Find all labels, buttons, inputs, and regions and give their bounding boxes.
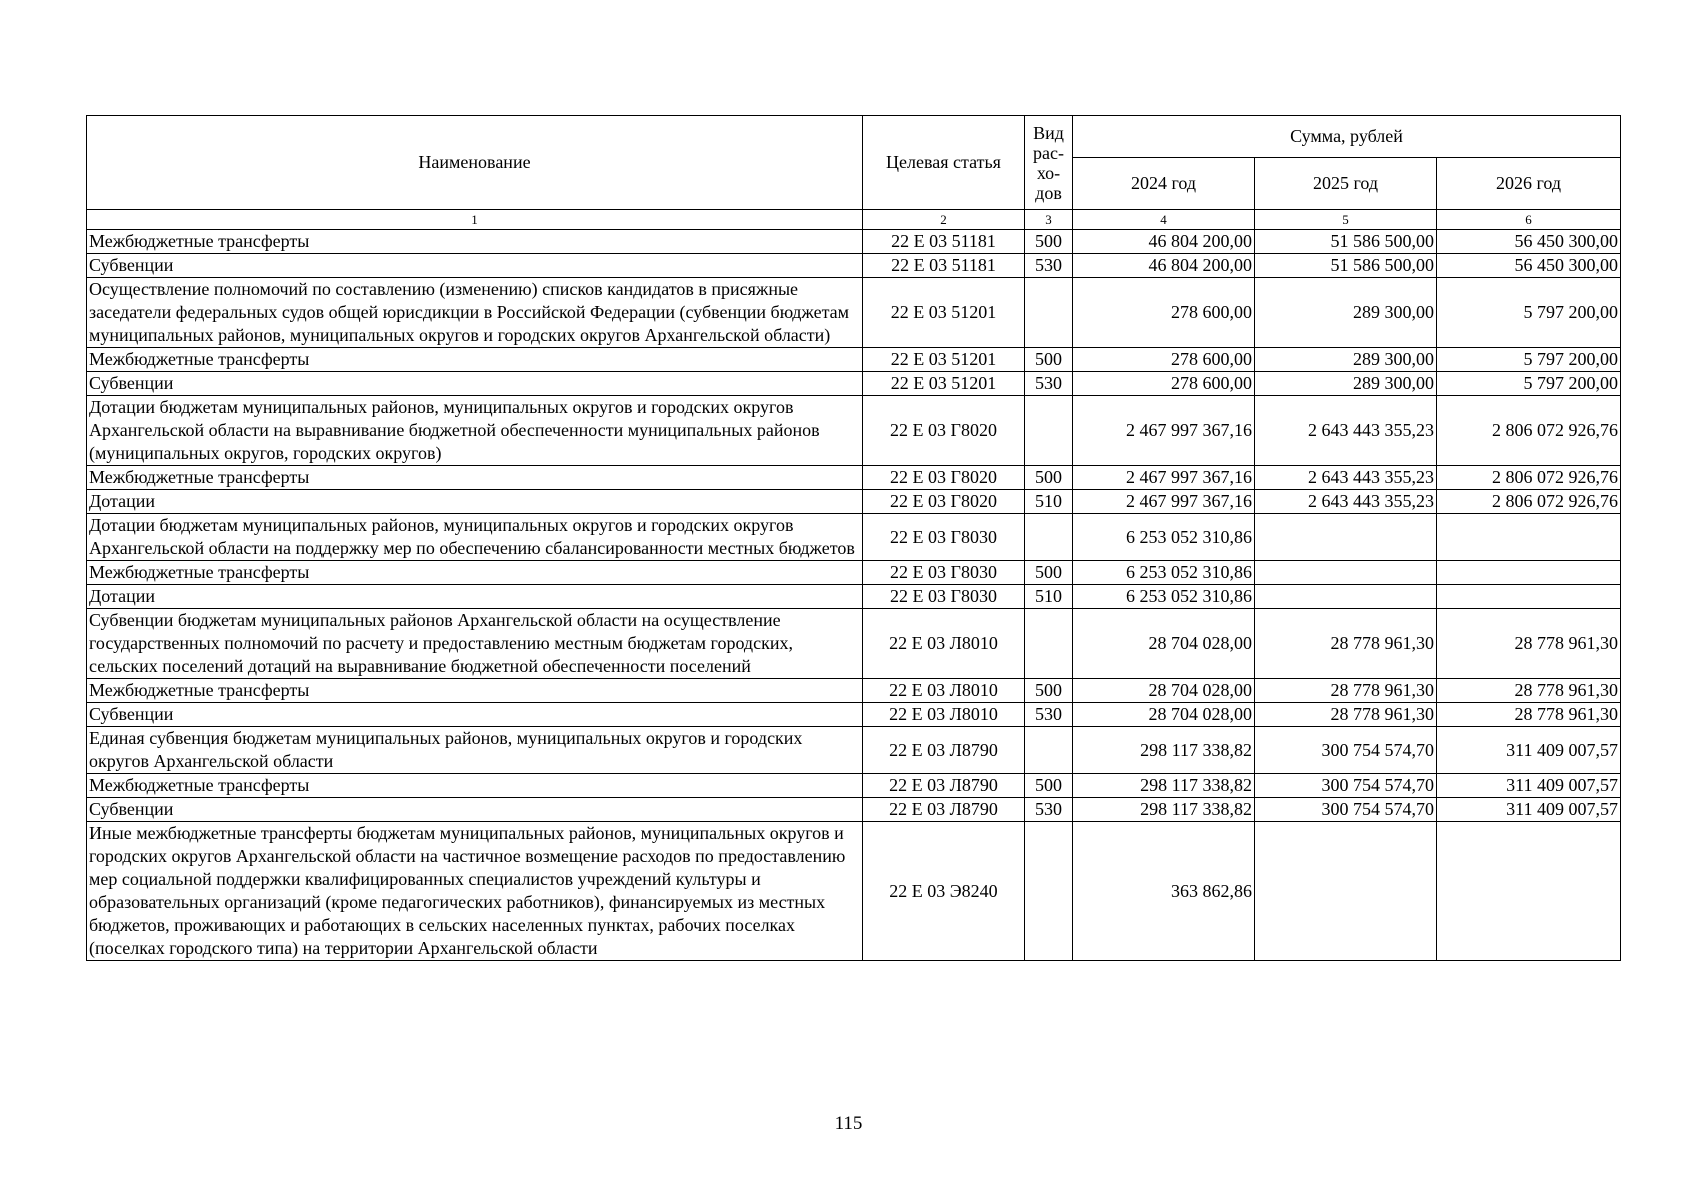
cell-name: Межбюджетные трансферты [87, 679, 863, 703]
cell-amount-2024: 278 600,00 [1073, 348, 1255, 372]
cell-name: Субвенции бюджетам муниципальных районов Архангельской области на осуществление государственных полномочий по расчету и предоставлению местным бюджетам городских, сельских поселений дотаций на выравнивание бюджетной обеспеченности поселений [87, 609, 863, 679]
table-row [87, 278, 1621, 348]
column-index: 5 [1255, 210, 1437, 230]
table-row [87, 396, 1621, 466]
header-year-2026: 2026 год [1437, 158, 1621, 210]
cell-expense-type: 500 [1025, 561, 1073, 585]
cell-amount-2024: 2 467 997 367,16 [1073, 490, 1255, 514]
table-row [87, 679, 1621, 703]
cell-name: Дотации [87, 585, 863, 609]
cell-amount-2024: 278 600,00 [1073, 278, 1255, 348]
header-target-article: Целевая статья [863, 116, 1025, 210]
cell-expense-type: 500 [1025, 348, 1073, 372]
cell-target-article: 22 Е 03 Г8030 [863, 561, 1025, 585]
cell-amount-2025 [1255, 822, 1437, 961]
cell-amount-2025 [1255, 561, 1437, 585]
column-index: 6 [1437, 210, 1621, 230]
cell-amount-2026 [1437, 585, 1621, 609]
cell-amount-2025: 300 754 574,70 [1255, 774, 1437, 798]
header-year-2024: 2024 год [1073, 158, 1255, 210]
cell-amount-2025: 28 778 961,30 [1255, 703, 1437, 727]
cell-amount-2025: 300 754 574,70 [1255, 798, 1437, 822]
cell-target-article: 22 Е 03 51181 [863, 230, 1025, 254]
cell-amount-2024: 46 804 200,00 [1073, 254, 1255, 278]
column-index: 1 [87, 210, 863, 230]
cell-amount-2026: 5 797 200,00 [1437, 348, 1621, 372]
cell-amount-2026: 28 778 961,30 [1437, 679, 1621, 703]
cell-amount-2025: 2 643 443 355,23 [1255, 490, 1437, 514]
cell-name: Единая субвенция бюджетам муниципальных районов, муниципальных округов и городских округов Архангельской области [87, 727, 863, 774]
cell-amount-2026: 2 806 072 926,76 [1437, 466, 1621, 490]
cell-name: Иные межбюджетные трансферты бюджетам муниципальных районов, муниципальных округов и городских округов Архангельской области на частичное возмещение расходов по предоставлению мер социальной поддержки квалифицированных специалистов учреждений культуры и образовательных организаций (кроме педагогических работников), финансируемых из местных бюджетов, проживающих и работающих в сельских населенных пунктах, рабочих поселках (поселках городского типа) на территории Архангельской области [87, 822, 863, 961]
cell-expense-type [1025, 278, 1073, 348]
column-index: 3 [1025, 210, 1073, 230]
cell-target-article: 22 Е 03 Г8030 [863, 514, 1025, 561]
budget-table [86, 115, 1621, 961]
cell-amount-2026: 311 409 007,57 [1437, 798, 1621, 822]
table-row [87, 822, 1621, 961]
cell-name: Дотации бюджетам муниципальных районов, муниципальных округов и городских округов Архангельской области на выравнивание бюджетной обеспеченности муниципальных районов (муниципальных округов, городских округов) [87, 396, 863, 466]
cell-amount-2026: 56 450 300,00 [1437, 254, 1621, 278]
cell-amount-2025: 51 586 500,00 [1255, 254, 1437, 278]
cell-target-article: 22 Е 03 Л8010 [863, 679, 1025, 703]
cell-target-article: 22 Е 03 Л8790 [863, 727, 1025, 774]
table-row [87, 609, 1621, 679]
cell-name: Субвенции [87, 372, 863, 396]
cell-amount-2025 [1255, 585, 1437, 609]
cell-amount-2026 [1437, 822, 1621, 961]
table-row [87, 230, 1621, 254]
cell-amount-2025: 2 643 443 355,23 [1255, 466, 1437, 490]
cell-name: Межбюджетные трансферты [87, 774, 863, 798]
cell-target-article: 22 Е 03 Г8020 [863, 466, 1025, 490]
table-row [87, 703, 1621, 727]
cell-name: Осуществление полномочий по составлению (изменению) списков кандидатов в присяжные заседатели федеральных судов общей юрисдикции в Российской Федерации (субвенции бюджетам муниципальных районов, муниципальных округов и городских округов Архангельской области) [87, 278, 863, 348]
cell-amount-2026: 56 450 300,00 [1437, 230, 1621, 254]
cell-name: Межбюджетные трансферты [87, 561, 863, 585]
table-row [87, 727, 1621, 774]
column-index: 4 [1073, 210, 1255, 230]
cell-target-article: 22 Е 03 Л8790 [863, 798, 1025, 822]
header-expense-type: Вид рас-хо-дов [1025, 116, 1073, 210]
cell-amount-2025: 28 778 961,30 [1255, 679, 1437, 703]
cell-expense-type: 500 [1025, 230, 1073, 254]
table-body [87, 230, 1621, 961]
cell-expense-type [1025, 514, 1073, 561]
table-row [87, 254, 1621, 278]
cell-expense-type: 530 [1025, 798, 1073, 822]
cell-name: Субвенции [87, 703, 863, 727]
cell-amount-2026: 5 797 200,00 [1437, 278, 1621, 348]
cell-amount-2025 [1255, 514, 1437, 561]
cell-amount-2024: 298 117 338,82 [1073, 727, 1255, 774]
cell-expense-type: 530 [1025, 372, 1073, 396]
cell-expense-type: 510 [1025, 490, 1073, 514]
table-header [87, 116, 1621, 230]
cell-amount-2024: 28 704 028,00 [1073, 609, 1255, 679]
cell-target-article: 22 Е 03 Л8790 [863, 774, 1025, 798]
table-row [87, 585, 1621, 609]
cell-target-article: 22 Е 03 Л8010 [863, 703, 1025, 727]
cell-expense-type [1025, 609, 1073, 679]
cell-amount-2025: 289 300,00 [1255, 372, 1437, 396]
cell-amount-2025: 289 300,00 [1255, 348, 1437, 372]
cell-amount-2026 [1437, 561, 1621, 585]
cell-name: Межбюджетные трансферты [87, 466, 863, 490]
cell-target-article: 22 Е 03 51201 [863, 348, 1025, 372]
table-row [87, 561, 1621, 585]
cell-amount-2024: 46 804 200,00 [1073, 230, 1255, 254]
table-row [87, 798, 1621, 822]
cell-name: Дотации [87, 490, 863, 514]
cell-target-article: 22 Е 03 Г8020 [863, 490, 1025, 514]
cell-name: Межбюджетные трансферты [87, 230, 863, 254]
page-number: 115 [834, 1113, 863, 1134]
cell-expense-type: 500 [1025, 466, 1073, 490]
table-row [87, 466, 1621, 490]
cell-target-article: 22 Е 03 Л8010 [863, 609, 1025, 679]
cell-name: Дотации бюджетам муниципальных районов, муниципальных округов и городских округов Архангельской области на поддержку мер по обеспечению сбалансированности местных бюджетов [87, 514, 863, 561]
cell-expense-type [1025, 727, 1073, 774]
cell-target-article: 22 Е 03 Г8020 [863, 396, 1025, 466]
cell-expense-type: 530 [1025, 254, 1073, 278]
cell-amount-2025: 51 586 500,00 [1255, 230, 1437, 254]
cell-amount-2024: 6 253 052 310,86 [1073, 514, 1255, 561]
cell-amount-2024: 2 467 997 367,16 [1073, 466, 1255, 490]
cell-expense-type: 500 [1025, 774, 1073, 798]
cell-amount-2026: 2 806 072 926,76 [1437, 396, 1621, 466]
table-row [87, 348, 1621, 372]
cell-amount-2024: 6 253 052 310,86 [1073, 585, 1255, 609]
cell-amount-2026: 28 778 961,30 [1437, 703, 1621, 727]
cell-amount-2026: 5 797 200,00 [1437, 372, 1621, 396]
cell-amount-2026 [1437, 514, 1621, 561]
table-row [87, 774, 1621, 798]
header-name: Наименование [87, 116, 863, 210]
cell-amount-2025: 289 300,00 [1255, 278, 1437, 348]
cell-expense-type: 530 [1025, 703, 1073, 727]
cell-expense-type [1025, 396, 1073, 466]
cell-amount-2024: 278 600,00 [1073, 372, 1255, 396]
column-index: 2 [863, 210, 1025, 230]
cell-target-article: 22 Е 03 51201 [863, 278, 1025, 348]
cell-amount-2024: 28 704 028,00 [1073, 679, 1255, 703]
cell-amount-2024: 298 117 338,82 [1073, 774, 1255, 798]
cell-name: Субвенции [87, 254, 863, 278]
table-row [87, 372, 1621, 396]
cell-expense-type [1025, 822, 1073, 961]
header-year-2025: 2025 год [1255, 158, 1437, 210]
cell-amount-2026: 311 409 007,57 [1437, 774, 1621, 798]
cell-amount-2024: 6 253 052 310,86 [1073, 561, 1255, 585]
cell-amount-2026: 2 806 072 926,76 [1437, 490, 1621, 514]
table-row [87, 490, 1621, 514]
cell-amount-2025: 28 778 961,30 [1255, 609, 1437, 679]
cell-amount-2024: 298 117 338,82 [1073, 798, 1255, 822]
cell-expense-type: 500 [1025, 679, 1073, 703]
table-row [87, 514, 1621, 561]
cell-target-article: 22 Е 03 51201 [863, 372, 1025, 396]
cell-amount-2026: 28 778 961,30 [1437, 609, 1621, 679]
header-sum: Сумма, рублей [1073, 116, 1621, 158]
cell-name: Субвенции [87, 798, 863, 822]
cell-name: Межбюджетные трансферты [87, 348, 863, 372]
cell-expense-type: 510 [1025, 585, 1073, 609]
cell-amount-2025: 300 754 574,70 [1255, 727, 1437, 774]
cell-amount-2024: 28 704 028,00 [1073, 703, 1255, 727]
cell-amount-2026: 311 409 007,57 [1437, 727, 1621, 774]
cell-target-article: 22 Е 03 Г8030 [863, 585, 1025, 609]
cell-target-article: 22 Е 03 Э8240 [863, 822, 1025, 961]
cell-amount-2024: 2 467 997 367,16 [1073, 396, 1255, 466]
cell-amount-2025: 2 643 443 355,23 [1255, 396, 1437, 466]
cell-target-article: 22 Е 03 51181 [863, 254, 1025, 278]
cell-amount-2024: 363 862,86 [1073, 822, 1255, 961]
